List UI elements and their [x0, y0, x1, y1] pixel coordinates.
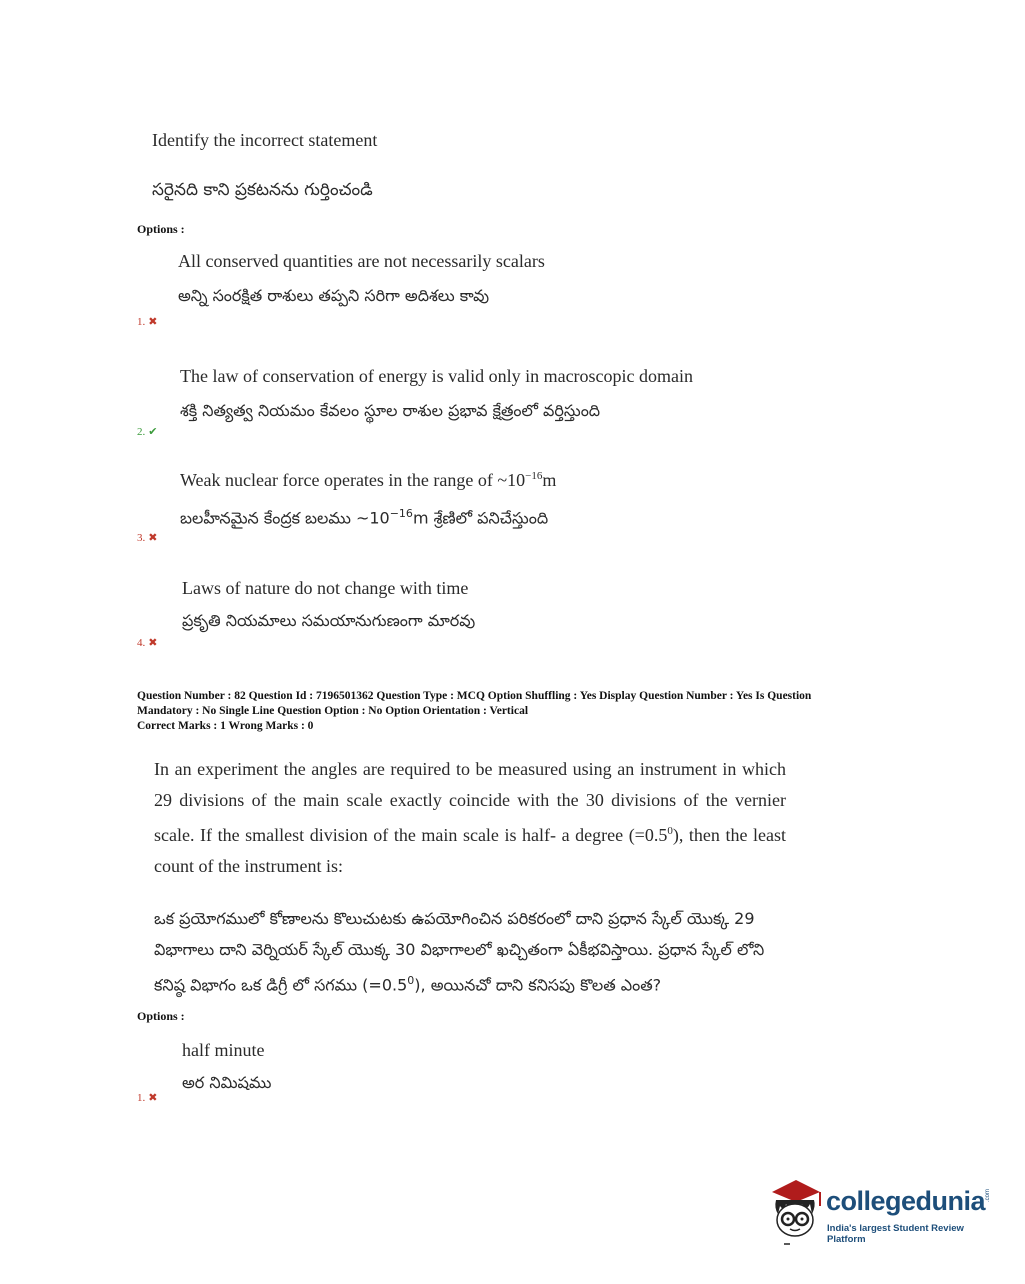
- option-1-text-en: All conserved quantities are not necessarily scalars: [178, 251, 545, 271]
- option-1-text-te: అన్ని సంరక్షిత రాశులు తప్పని సరిగా అదిశలు కావు: [178, 286, 490, 305]
- q2-option-1-number: 1. ✖: [137, 1092, 158, 1104]
- option-3-text-te: బలహీనమైన కేంద్రక బలము $\sim 10^{-16}m$ శ్రేణిలో పనిచేస్తుంది: [180, 507, 549, 528]
- question-text-te: సరైనది కాని ప్రకటనను గుర్తించండి: [152, 180, 373, 200]
- question-text-en: Identify the incorrect statement: [152, 130, 378, 150]
- cross-icon: ✖: [148, 1092, 158, 1104]
- brand-tagline: India's largest Student Review Platform: [827, 1223, 964, 1245]
- question-2-text-en: In an experiment the angles are required to be measured using an instrument in which 29 divisions of the main scale exactly coincide with the 30 divisions of the vernier scale. If the smallest division of the main scale is half- a degree $(=0.5^0)$, then the least count of the instrument is:: [154, 759, 786, 876]
- cross-icon: ✖: [148, 532, 158, 544]
- q2-option-1-text-te: అర నిమిషము: [182, 1073, 272, 1092]
- question-2-text-te: ఒక ప్రయోగములో కోణాలను కొలుచుటకు ఉపయోగించిన పరికరంలో దాని ప్రధాన స్కేల్ యొక్క 29 విభాగాలు దాని వెర్నియర్ స్కేల్ యొక్క 30 విభాగాలలో ఖచ్చితంగా ఏకీభవిస్తాయి. ప్రధాన స్కేల్ లోని కనిష్ఠ విభాగం ఒక డిగ్రీ లో సగము $(=0.5^0)$, అయినచో దాని కనిసపు కొలత ఎంత?: [154, 909, 765, 995]
- options-label-2: Options :: [137, 1009, 185, 1023]
- option-2-text-te: శక్తి నిత్యత్వ నియమం కేవలం స్థూల రాశుల ప్రభావ క్షేత్రంలో వర్తిస్తుంది: [180, 401, 601, 420]
- cross-icon: ✖: [148, 637, 158, 649]
- option-2-number: 2. ✔: [137, 426, 158, 438]
- option-4-number: 4. ✖: [137, 637, 158, 649]
- question-meta: Question Number : 82 Question Id : 7196501362 Question Type : MCQ Option Shuffling : Yes Display Question Number : Yes Is Question Mandatory : No Single Line Question Option : No Option Orientation : Vertical: [137, 690, 812, 717]
- mascot-icon: [766, 1178, 824, 1248]
- q2-option-1-text-en: half minute: [182, 1040, 265, 1060]
- check-icon: ✔: [148, 426, 158, 438]
- collegedunia-logo: [766, 1178, 996, 1248]
- question-marks: Correct Marks : 1 Wrong Marks : 0: [137, 720, 314, 732]
- option-2-text-en: The law of conservation of energy is valid only in macroscopic domain: [180, 366, 694, 386]
- cross-icon: ✖: [148, 316, 158, 328]
- brand-name: collegedunia: [826, 1186, 986, 1216]
- options-label: Options :: [137, 222, 185, 236]
- option-3-number: 3. ✖: [137, 532, 158, 544]
- option-4-text-te: ప్రకృతి నియమాలు సమయానుగుణంగా మారవు: [182, 611, 476, 630]
- option-4-text-en: Laws of nature do not change with time: [182, 578, 469, 598]
- brand-tld: .com: [985, 1188, 991, 1202]
- option-3-text-en: Weak nuclear force operates in the range of $\sim 10^{-16}m$: [180, 470, 557, 490]
- option-1-number: 1. ✖: [137, 316, 158, 328]
